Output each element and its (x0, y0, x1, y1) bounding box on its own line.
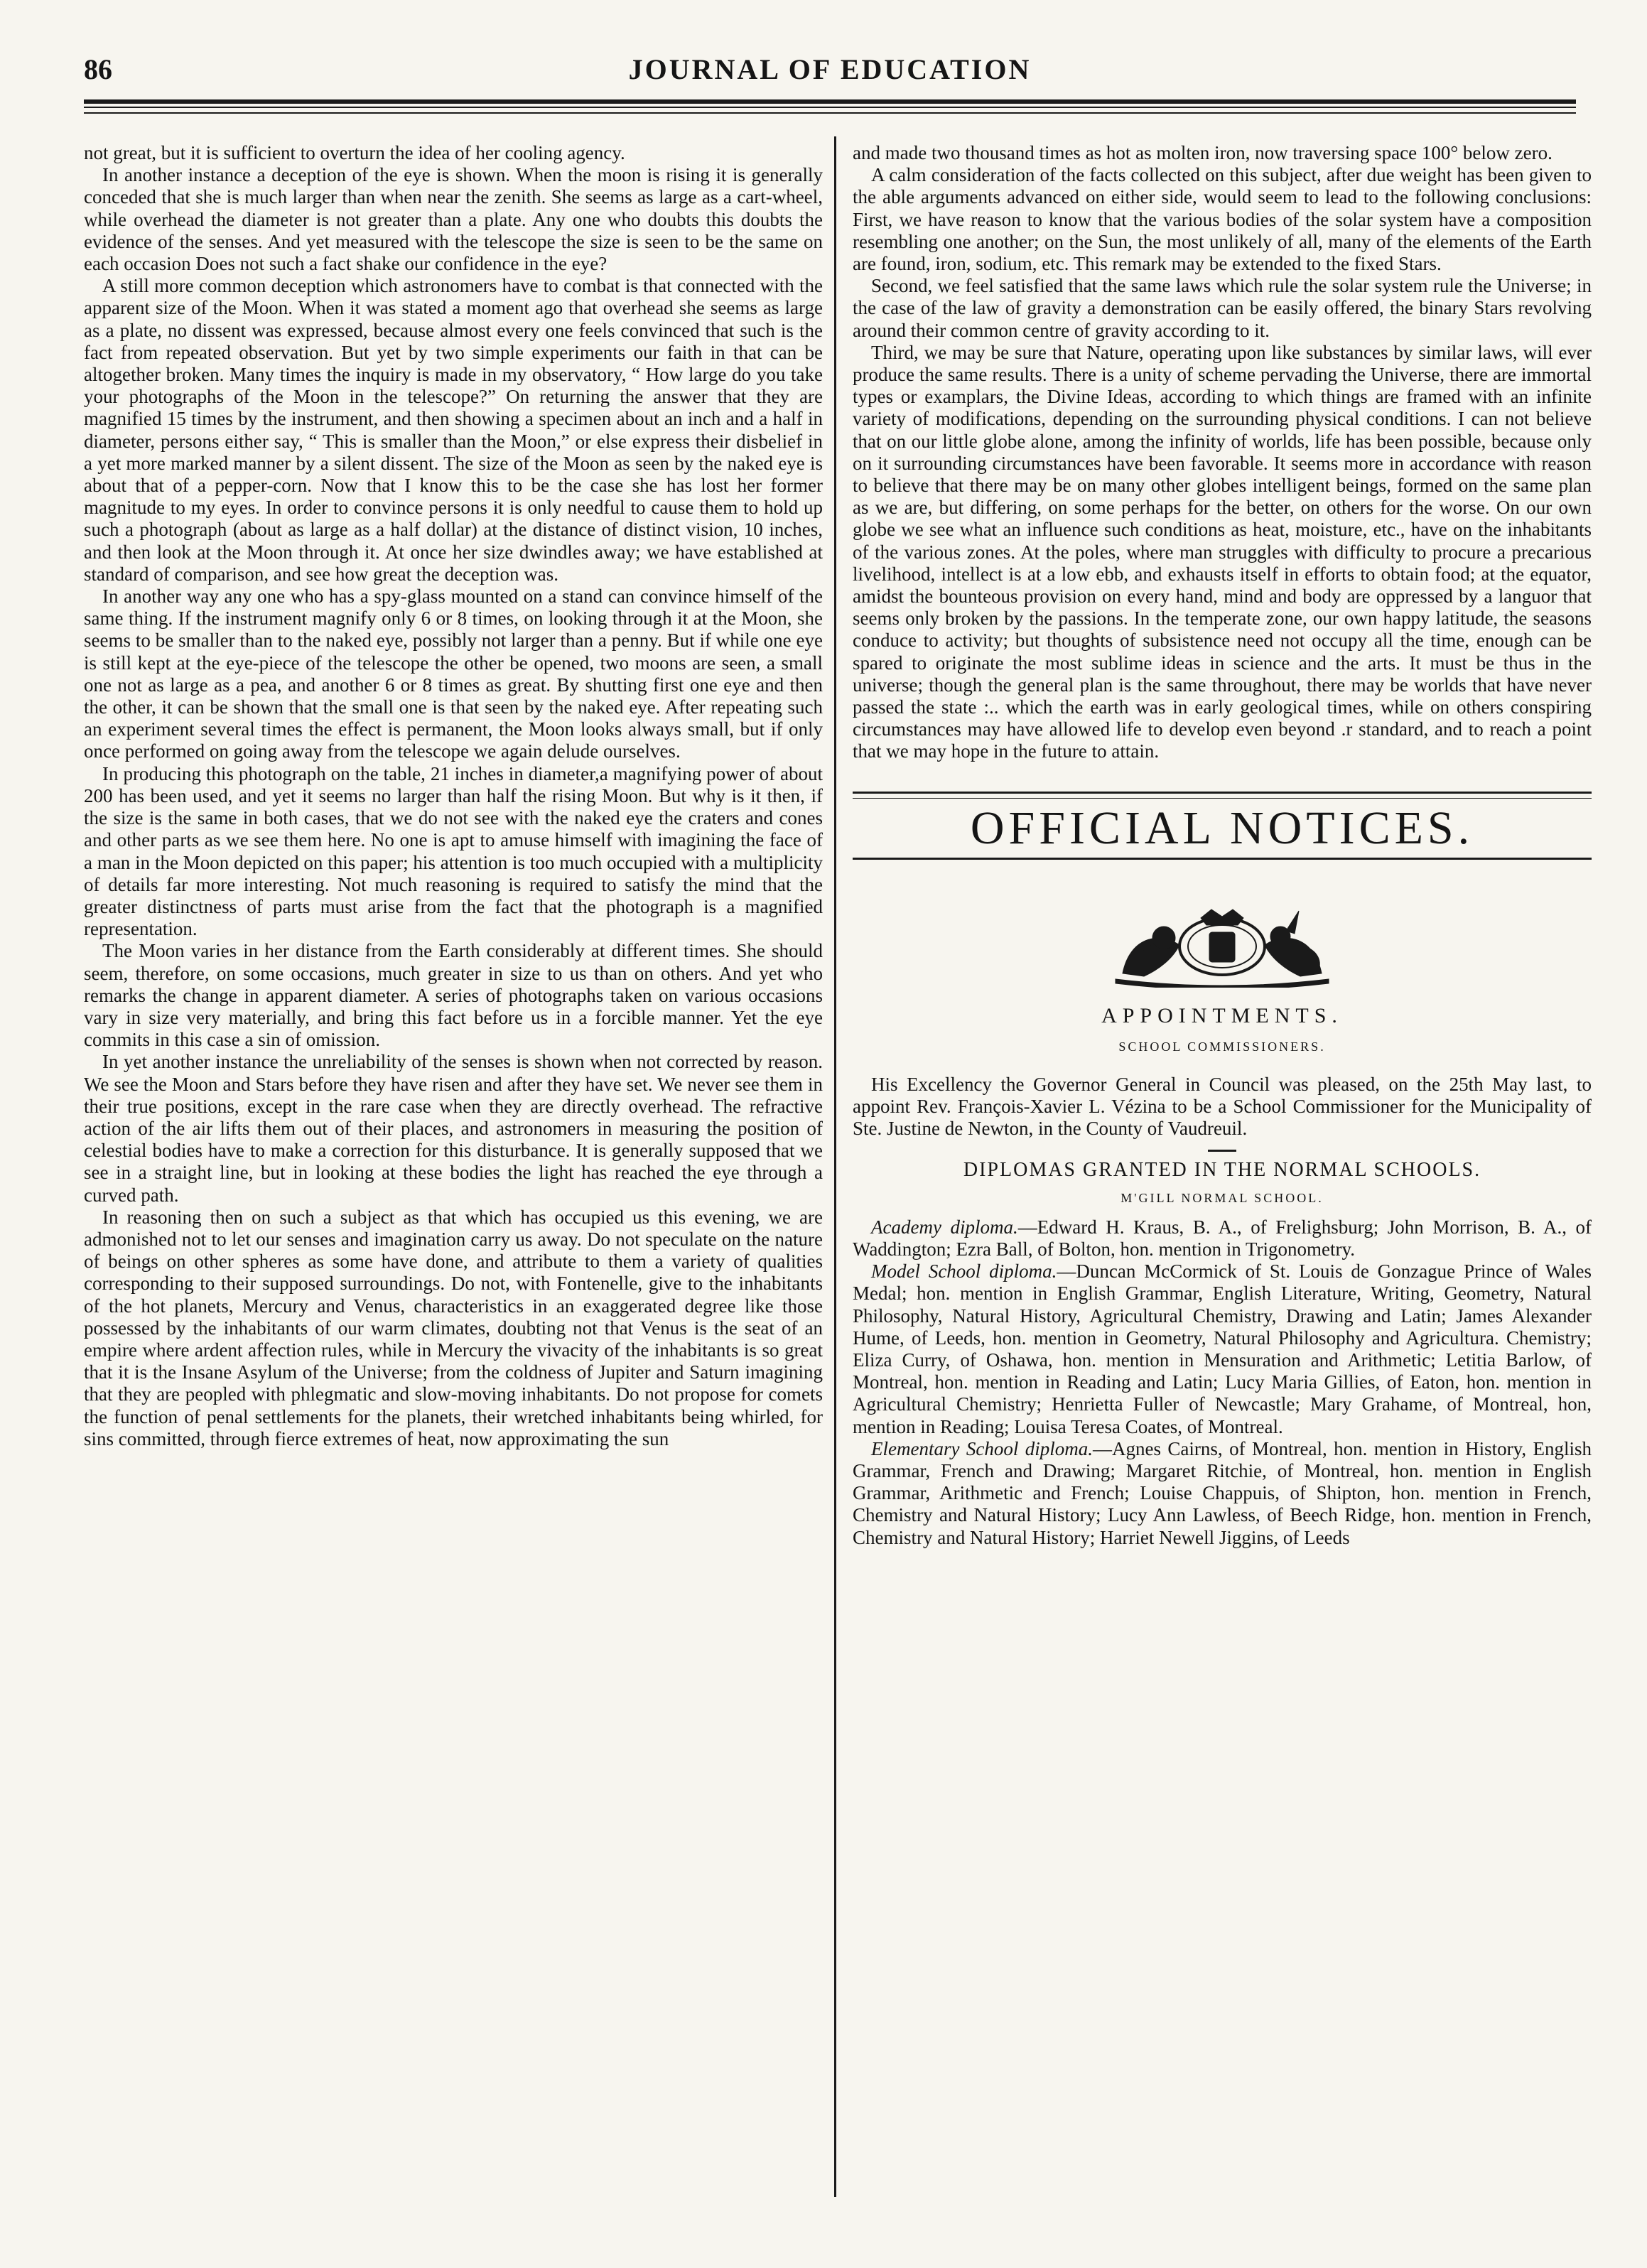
paragraph: The Moon varies in her distance from the Earth considerably at different times. She should seem, therefore, on some occasions, much greater in size to us than on others. And yet who remarks the change in apparent diameter. A series of photographs taken on various occasions vary in size very materially, and bring this fact before us in a forcible manner. Yet the eye commits in this case a sin of omission. (84, 940, 823, 1051)
short-rule (1208, 1150, 1236, 1152)
header-rule-thin (84, 107, 1576, 108)
mcgill-heading: M'GILL NORMAL SCHOOL. (1120, 1190, 1324, 1205)
diplomas-heading: DIPLOMAS GRANTED IN THE NORMAL SCHOOLS. (963, 1159, 1481, 1182)
diploma-entry (853, 1438, 1592, 1549)
diploma-text: —Duncan McCormick of St. Louis de Gonzague Prince of Wales Medal; hon. mention in English Grammar, English Literature, Writing, Geometry, Natural Philosophy, Natural History, Agricultural Chemistry, Drawing and Latin; James Alexander Hume, of Leeds, hon. mention in Geometry, Natural Philosophy and Agricultura. Chemistry; Eliza Curry, of Oshawa, hon. mention in Mensuration and Arithmetic; Letitia Barlow, of Montreal, hon. mention in Reading and Latin; Lucy Maria Gillies, of Eaton, hon. mention in Agricultural Chemistry; Henrietta Fuller of Newcastle; Mary Grahame, of Montreal, hon, mention in Reading; Louisa Teresa Coates, of Montreal. (853, 1260, 1592, 1437)
section-rule-top-thin (853, 798, 1592, 799)
paragraph: Second, we feel satisfied that the same laws which rule the solar system rule the Universe; in the case of the law of gravity a demonstration can be easily offered, the binary Stars revolving around their common centre of gravity according to it. (853, 275, 1592, 341)
page-number: 86 (84, 53, 112, 85)
running-title: JOURNAL OF EDUCATION (628, 53, 1032, 85)
diploma-text: —Edward H. Kraus, B. A., of Frelighsburg; John Morrison, B. A., of Waddington; Ezra Ball, of Bolton, hon. mention in Trigonometry. (853, 1216, 1592, 1260)
paragraph: In reasoning then on such a subject as that which has occupied us this evening, we are admonished not to let our senses and imagination carry us away. Do not speculate on the nature of beings on other spheres as some have done, and attribute to them a variety of qualities corresponding to their supposed surroundings. Do not, with Fontenelle, give to the inhabitants of the hot planets, Mercury and Venus, characteristics in an exaggerated degree like those possessed by the inhabitants of our warm climates, doubting not that Venus is the seat of an empire where ardent affection rules, while in Mercury the vivacity of the inhabitants is so great that it is the Insane Asylum of the Universe; from the coldness of Jupiter and Saturn imagining that they are peopled with phlegmatic and slow-moving inhabitants. Do not propose for comets the function of penal settlements for the planets, their wretched inhabitants being whirled, for sins committed, through fierce extremes of heat, now approximating the sun (84, 1206, 823, 1449)
section-rule-top (853, 792, 1592, 794)
school-commissioners-heading: SCHOOL COMMISSIONERS. (1118, 1039, 1326, 1054)
paragraph: not great, but it is sufficient to overturn the idea of her cooling agency. (84, 142, 625, 163)
column-divider (834, 136, 836, 2197)
left-column (84, 142, 823, 1450)
right-column (853, 142, 1592, 1549)
paragraph: In producing this photograph on the table, 21 inches in diameter,a magnifying power of about 200 has been used, and yet it seems no larger than half the rising Moon. But why is it then, if the size is the same in both cases, that we do not see with the naked eye the craters and cones and other parts as we see them here. No one is apt to amuse himself with imagining the face of a man in the Moon depicted on this paper; his attention is too much occupied with a multiplicity of details far more interesting. Not much reasoning is required to satisfy the mind that the greater distinctness of parts must arise from the fact that the photograph is a magnified representation. (84, 762, 823, 940)
royal-crest-icon (1073, 902, 1371, 988)
diploma-entry (853, 1260, 1592, 1438)
header-rule-thin-2 (84, 112, 1576, 114)
paragraph: and made two thousand times as hot as molten iron, now traversing space 100° below zero. (853, 142, 1552, 163)
paragraph: A still more common deception which astronomers have to combat is that connected with the apparent size of the Moon. When it was stated a moment ago that overhead she seems as large as a plate, no dissent was expressed, because almost every one feels convinced that such is the fact from repeated observation. But yet by two simple experiments our faith in that can be altogether broken. Many times the inquiry is made in my observatory, “ How large do you take your photographs of the Moon in the telescope?” On returning the answer that they are magnified 15 times by the instrument, and then showing a specimen about an inch and a half in diameter, persons either say, “ This is smaller than the Moon,” or else express their disbelief in a yet more marked manner by a silent dissent. The size of the Moon as seen by the naked eye is about that of a pepper-corn. Now that I know this to be the case she has lost her former magnitude to my eyes. In order to convince persons it is only needful to cause them to hold up such a photograph (about as large as a half dollar) at the distance of distinct vision, 10 inches, and then look at the Moon through it. At once her size dwindles away; we have established at standard of comparison, and see how great the deception was. (84, 275, 823, 585)
paragraph: In another way any one who has a spy-glass mounted on a stand can convince himself of the same thing. If the instrument magnify only 6 or 8 times, on looking through it at the Moon, she seems to be smaller than to the naked eye, possibly not larger than a penny. But if while one eye is still kept at the eye-piece of the telescope the other be opened, two moons are seen, a small one not as large as a pea, and another 6 or 8 times as great. By shutting first one eye and then the other, it can be shown that the small one is that seen by the naked eye. After repeating such an experiment several times the effect is permanent, the Moon looks always small, but if only once performed on going away from the telescope we again delude ourselves. (84, 585, 823, 762)
appointment-paragraph: His Excellency the Governor General in Council was pleased, on the 25th May last, to appoint Rev. François-Xavier L. Vézina to be a School Commissioner for the Municipality of Ste. Justine de Newton, in the County of Vaudreuil. (853, 1073, 1592, 1140)
diploma-type: Model School diploma. (871, 1260, 1057, 1282)
diploma-type: Elementary School diploma. (871, 1437, 1094, 1459)
page-header (84, 53, 1576, 95)
paragraph: A calm consideration of the facts collected on this subject, after due weight has been given to the able arguments advanced on either side, would seem to lead to the following conclusions: First, we have reason to know that the various bodies of the solar system have a composition resembling one another; on the Sun, the most unlikely of all, many of the elements of the Earth are found, iron, sodium, etc. This remark may be extended to the fixed Stars. (853, 164, 1592, 275)
section-title: OFFICIAL NOTICES. (970, 802, 1474, 855)
section-rule-bottom (853, 858, 1592, 860)
paragraph: Third, we may be sure that Nature, operating upon like substances by similar laws, will ever produce the same results. There is a unity of scheme pervading the Universe, there are immortal types or examplars, the Divine Ideas, according to which things are framed with an infinite variety of modifications, depending on the surrounding physical conditions. I can not believe that on our little globe alone, among the infinity of worlds, life has been possible, because only on it surrounding circumstances have been favorable. It seems more in accordance with reason to believe that there may be on many other globes intelligent beings, formed on the same plan as we are, but differing, on some perhaps for the better, on others for the worse. On our own globe we see what an influence such conditions as heat, moisture, etc., have on the inhabitants of the various zones. At the poles, where man struggles with difficulty to procure a precarious livelihood, intellect is at a low ebb, and exhausts itself in efforts to obtain food; at the equator, amidst the bounteous provision on every hand, mind and body are oppressed by a languor that seems only broken by the passions. In the temperate zone, our own happy latitude, the seasons conduce to activity; but thoughts of subsistence need not occupy all the time, enough can be spared to originate the most sublime ideas in science and the arts. It must be thus in the universe; though the general plan is the same throughout, there may be worlds that have never passed the state :.. which the earth was in early geological times, while on others conspiring circumstances may have allowed life to develop even beyond .r standard, and to reach a point that we may hope in the future to attain. (853, 341, 1592, 762)
diploma-text: —Agnes Cairns, of Montreal, hon. mention in History, English Grammar, French and Drawing; Margaret Ritchie, of Montreal, hon. mention in English Grammar, Arithmetic and French; Louise Chappuis, of Shipton, hon. mention in French, Chemistry and Natural History; Lucy Ann Lawless, of Beech Ridge, hon. mention in French, Chemistry and Natural History; Harriet Newell Jiggins, of Leeds (853, 1437, 1592, 1548)
paragraph: In another instance a deception of the eye is shown. When the moon is rising it is generally conceded that she is much larger than when near the zenith. She seems as large as a cart-wheel, while overhead the diameter is not greater than a plate. Any one who doubts this doubts the evidence of the senses. And yet measured with the telescope the size is seen to be the same on each occasion Does not such a fact shake our confidence in the eye? (84, 164, 823, 275)
header-rule-thick (84, 99, 1576, 104)
paragraph: In yet another instance the unreliability of the senses is shown when not corrected by reason. We see the Moon and Stars before they have risen and after they have set. We never see them in their true positions, except in the rare case when they are directly overhead. The refractive action of the air lifts them out of their places, and astronomers in measuring the position of celestial bodies have to make a correction for this disturbance. It is generally supposed that we see in a straight line, but in looking at these bodies the light has reached the eye through a curved path. (84, 1051, 823, 1206)
diploma-type: Academy diploma. (871, 1216, 1018, 1238)
appointments-heading: APPOINTMENTS. (1101, 1004, 1343, 1028)
diploma-entry (853, 1216, 1592, 1260)
